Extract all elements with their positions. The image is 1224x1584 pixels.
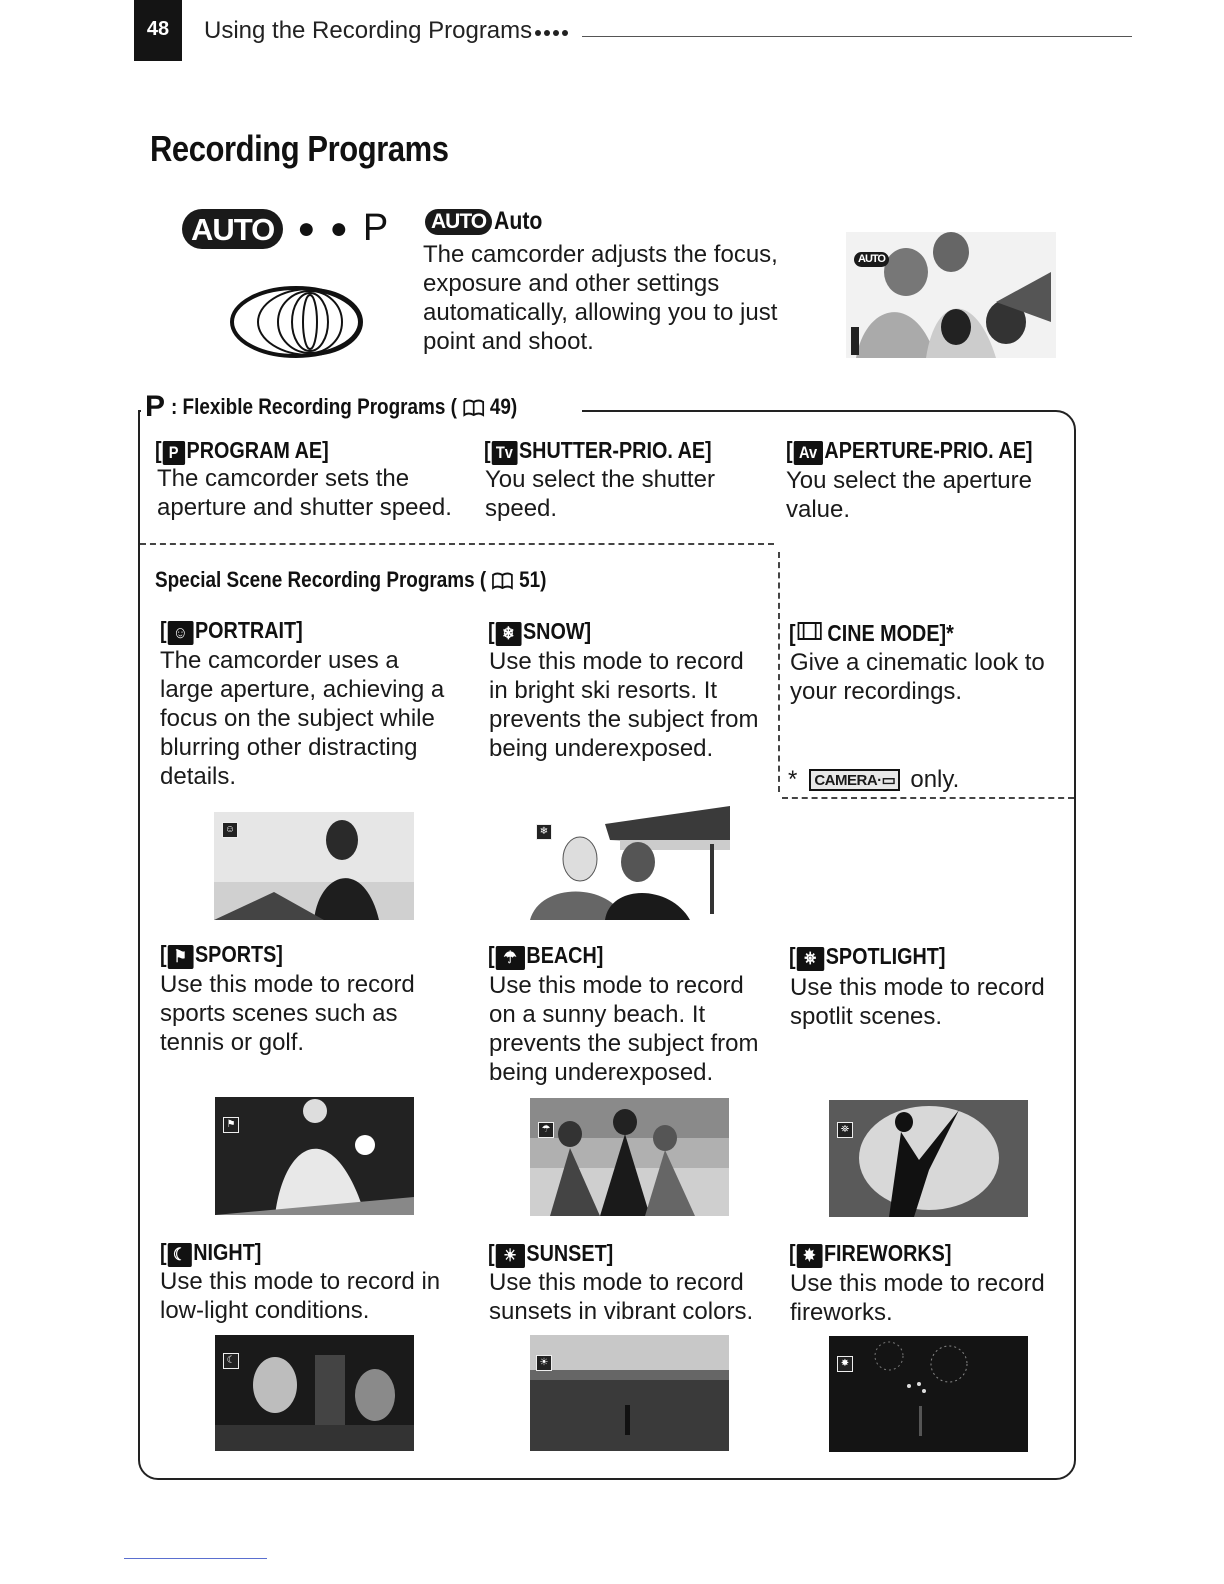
auto-mode-heading: [425, 207, 551, 236]
portrait-title: [ ☺ PORTRAIT]: [160, 617, 303, 643]
snow-thumb-icon: ❄: [536, 824, 552, 840]
fireworks-label: FIREWORKS]: [823, 1240, 952, 1266]
cine-footnote: [788, 766, 959, 794]
fireworks-photo: [829, 1336, 1028, 1452]
auto-photo: [846, 232, 1056, 358]
night-icon: ☾: [167, 1243, 191, 1267]
night-title: [ ☾ NIGHT]: [160, 1239, 262, 1265]
aperture-prio-description: You select the aperture value.: [786, 467, 1032, 523]
sports-photo: [215, 1097, 414, 1215]
header-dots-icon: [533, 28, 579, 38]
beach-thumb-icon: ☂: [538, 1122, 554, 1138]
snow-title: [ ❄ SNOW]: [488, 618, 592, 644]
flexible-p-letter: P: [145, 390, 166, 423]
footer-link-rule: [124, 1558, 267, 1559]
fireworks-title: [ ✸ FIREWORKS]: [789, 1240, 952, 1266]
fireworks-thumb-icon: ✸: [837, 1356, 853, 1372]
footnote-text: only.: [910, 766, 960, 793]
book-icon: [462, 399, 484, 417]
portrait-thumb-icon: ☺: [222, 822, 238, 838]
spotlight-label: SPOTLIGHT]: [825, 943, 946, 969]
mode-separator: ● ●: [297, 211, 351, 245]
portrait-description: The camcorder uses a large aperture, achieving a focus on the subject while blurring other distracting details.: [160, 647, 445, 790]
aperture-prio-label: APERTURE-PRIO. AE]: [824, 437, 1033, 463]
cine-title: [ CINE MODE]*: [789, 620, 954, 646]
portrait-photo: [214, 812, 414, 920]
sports-description: Use this mode to record sports scenes such as tennis or golf.: [160, 971, 415, 1056]
spotlight-title: [ ⛯ SPOTLIGHT]: [789, 943, 946, 969]
aperture-prio-icon: Av: [793, 441, 822, 465]
header-title: Using the Recording Programs: [204, 17, 533, 44]
program-ae-label: PROGRAM AE]: [186, 437, 329, 463]
shutter-prio-description: You select the shutter speed.: [485, 466, 715, 522]
sunset-photo: [530, 1335, 729, 1451]
special-heading-text: Special Scene Recording Programs (: [155, 567, 487, 592]
portrait-label: PORTRAIT]: [194, 617, 303, 643]
flexible-page-ref: 49): [489, 394, 518, 419]
footnote-star: *: [788, 766, 798, 793]
special-page-ref: 51): [519, 567, 547, 592]
sunset-label: SUNSET]: [526, 1240, 614, 1266]
auto-label: Auto: [494, 207, 543, 235]
page-number: 48: [134, 0, 182, 61]
auto-mode-icon: AUTO: [182, 209, 283, 249]
shutter-prio-title: [ Tv SHUTTER-PRIO. AE]: [484, 437, 712, 463]
sports-title: [ ⚑ SPORTS]: [160, 941, 283, 967]
fireworks-description: Use this mode to record fireworks.: [790, 1270, 1045, 1326]
sports-thumb-icon: ⚑: [223, 1117, 239, 1133]
fireworks-icon: ✸: [796, 1244, 822, 1268]
night-photo: [215, 1335, 414, 1451]
mode-dial-icon: [230, 284, 366, 360]
camera-mode-badge: CAMERA·▭: [809, 769, 900, 791]
beach-label: BEACH]: [526, 942, 604, 968]
snow-label: SNOW]: [522, 618, 592, 644]
snow-icon: ❄: [495, 622, 521, 646]
snow-description: Use this mode to record in bright ski resorts. It prevents the subject from being underexposed.: [489, 648, 759, 762]
special-scene-heading: [155, 567, 610, 593]
snow-photo: [530, 804, 730, 920]
sunset-title: [ ☀ SUNSET]: [488, 1240, 614, 1266]
spotlight-icon: ⛯: [796, 947, 824, 971]
cine-description: Give a cinematic look to your recordings.: [790, 649, 1045, 705]
header-rule: [582, 36, 1132, 37]
program-ae-icon: P: [162, 441, 184, 465]
page-title: Recording Programs: [150, 128, 449, 169]
sports-icon: ⚑: [167, 945, 193, 969]
special-divider: [140, 543, 774, 545]
sunset-description: Use this mode to record sunsets in vibrant colors.: [489, 1269, 754, 1325]
beach-description: Use this mode to record on a sunny beach. It prevents the subject from being underexposed.: [489, 972, 759, 1086]
book-icon: [491, 572, 513, 590]
beach-icon: ☂: [495, 946, 524, 970]
shutter-prio-icon: Tv: [491, 441, 517, 465]
sunset-icon: ☀: [495, 1244, 524, 1268]
beach-title: [ ☂ BEACH]: [488, 942, 604, 968]
flexible-programs-heading: [141, 390, 582, 424]
sports-label: SPORTS]: [194, 941, 283, 967]
spotlight-photo: [829, 1100, 1028, 1217]
auto-description: The camcorder adjusts the focus, exposure and other settings automatically, allowing you to just point and shoot.: [423, 241, 778, 355]
auto-photo-badge: AUTO: [854, 252, 889, 267]
night-thumb-icon: ☾: [223, 1353, 239, 1369]
program-ae-title: [ P PROGRAM AE]: [155, 437, 329, 463]
portrait-icon: ☺: [167, 621, 193, 645]
cine-film-icon: [796, 621, 822, 641]
shutter-prio-label: SHUTTER-PRIO. AE]: [518, 437, 712, 463]
sunset-thumb-icon: ☀: [536, 1355, 552, 1371]
mode-selector: [182, 207, 388, 250]
program-ae-description: The camcorder sets the aperture and shutter speed.: [157, 465, 452, 521]
auto-icon: AUTO: [425, 209, 492, 235]
beach-photo: [530, 1098, 729, 1216]
aperture-prio-title: [ Av APERTURE-PRIO. AE]: [786, 437, 1033, 463]
spotlight-thumb-icon: ⛯: [837, 1122, 853, 1138]
p-mode-label: P: [362, 207, 389, 249]
spotlight-description: Use this mode to record spotlit scenes.: [790, 974, 1045, 1030]
cine-divider-vertical: [778, 552, 780, 792]
night-label: NIGHT]: [193, 1239, 262, 1265]
night-description: Use this mode to record in low-light conditions.: [160, 1268, 441, 1324]
flexible-heading-text: : Flexible Recording Programs (: [171, 394, 457, 419]
cine-divider-bottom: [782, 797, 1074, 799]
cine-label: CINE MODE]*: [827, 620, 954, 646]
